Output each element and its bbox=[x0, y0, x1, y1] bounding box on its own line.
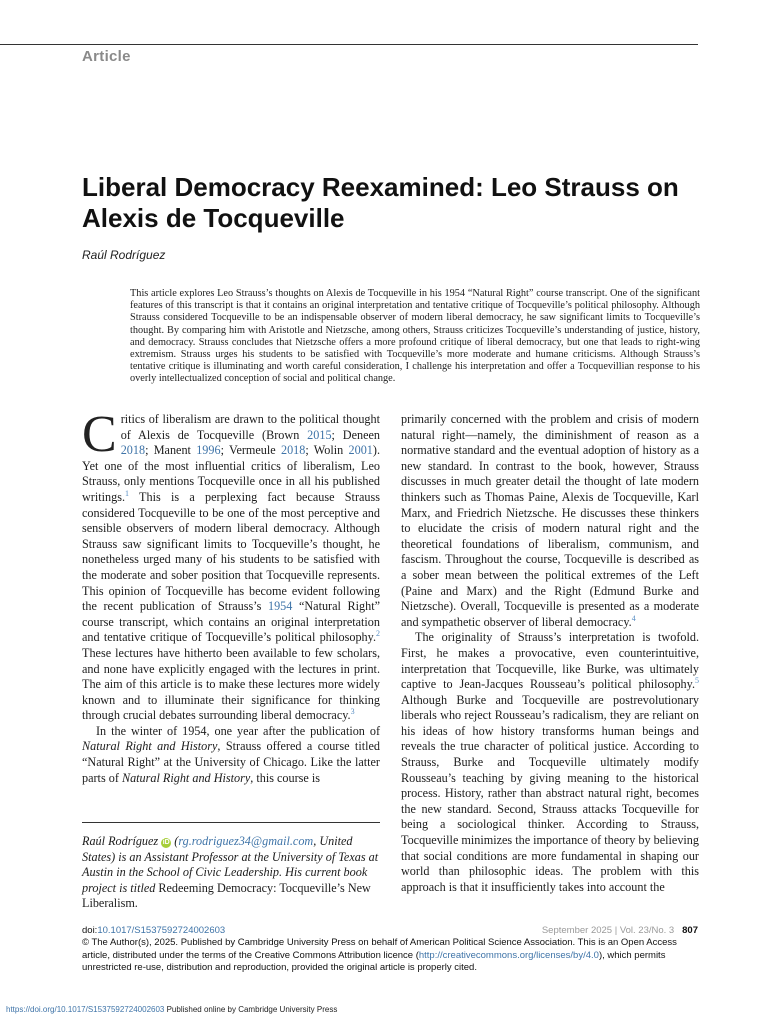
text-run: Although Burke and Tocqueville are postrevolutionary liberals who reject Rousseau’s radicalism, they are reliant on his ideas of how history transforms human beings and reveals the true character of political justice. According to Strauss, Burke and Tocqueville ultimately modify Rousseau’s teaching by giving meaning to the historical process. History, rather than abstract natural right, becomes the new standard. Second, Strauss attacks Tocqueville for being a sociological thinker. According to Strauss, Tocqueville minimizes the importance of theory by believing that social conditions are more fundamental in shaping our world than philosophic ideas. The problem with this approach is that it insufficiently takes into account the bbox=[401, 692, 699, 894]
header-rule bbox=[0, 44, 698, 45]
text-run: “Natural Right” course transcript, which contains an original interpretation and tentative critique of Tocqueville’s political philosophy. bbox=[82, 599, 381, 645]
text-run: ; Vermeule bbox=[220, 443, 281, 458]
citation-link[interactable]: 2018 bbox=[120, 443, 146, 458]
issue-info bbox=[542, 925, 698, 937]
drop-cap: C bbox=[82, 406, 117, 463]
footnote-marker[interactable]: 2 bbox=[376, 629, 380, 639]
published-online-line bbox=[6, 1005, 337, 1014]
published-online-text: Published online by Cambridge University Press bbox=[164, 1005, 338, 1014]
book-title: Redeeming Democracy: Tocqueville’s New Liberalism bbox=[82, 880, 371, 911]
article-title: Liberal Democracy Reexamined: Leo Strauss on Alexis de Tocqueville bbox=[82, 172, 679, 233]
page-footer bbox=[82, 925, 698, 974]
text-run: ( bbox=[171, 834, 179, 848]
text-run: ritics of liberalism are drawn to the political thought of Alexis de Tocqueville (Brown bbox=[120, 412, 380, 442]
doi-url-link[interactable]: https://doi.org/10.1017/S1537592724002603 bbox=[6, 1005, 165, 1014]
citation-link[interactable]: 1954 bbox=[267, 599, 293, 614]
license-notice bbox=[82, 937, 698, 974]
citation-link[interactable]: 2018 bbox=[280, 443, 306, 458]
text-run: , this course is bbox=[250, 770, 320, 785]
paragraph bbox=[82, 724, 380, 786]
citation-link[interactable]: 2015 bbox=[307, 427, 332, 442]
paragraph bbox=[401, 412, 699, 630]
text-run: This is a perplexing fact because Strauss considered Tocqueville to be one of the most perceptive and sensible observers of modern liberal democracy. Although Strauss saw significant limits to Tocqueville’s thought, he nonetheless urged many of his students to be satisfied with the moderate and sober position that Tocqueville represents. This opinion of Tocqueville has become evident following the recent publication of Strauss’s bbox=[82, 489, 380, 614]
author-email-link[interactable]: rg.rodriguez34@gmail.com bbox=[178, 834, 314, 848]
license-link[interactable]: http://creativecommons.org/licenses/by/4.0 bbox=[418, 949, 599, 961]
text-run: , Strauss offered a course titled “Natural Right” at the University of Chicago. Like the latter parts of bbox=[82, 739, 380, 785]
citation-link[interactable]: 2001 bbox=[348, 443, 373, 458]
author-note bbox=[82, 834, 380, 912]
text-run: ; Deneen bbox=[331, 427, 380, 442]
footnote-rule bbox=[82, 822, 380, 823]
text-run: ). Yet one of the most influential critics of liberalism, Leo Strauss, only mentions Tocqueville once in all his published writings. bbox=[82, 443, 380, 504]
article-type-label: Article bbox=[82, 48, 131, 65]
text-run: In the winter of 1954, one year after the publication of bbox=[96, 723, 380, 738]
citation-link[interactable]: 1996 bbox=[196, 443, 221, 458]
body-column-right bbox=[401, 412, 699, 895]
doi-prefix: doi: bbox=[82, 925, 98, 936]
author-note-name: Raúl Rodríguez bbox=[82, 834, 159, 848]
text-run: The originality of Strauss’s interpretation is twofold. First, he makes a provocative, even counterintuitive, interpretation that Tocqueville, like Burke, was ultimately captive to Jean-Jacques Rousseau’s political philosophy. bbox=[401, 630, 699, 692]
text-run: © The Author(s), 2025. Published by Cambridge University Press on behalf of American Political Science Association. This is an Open Access article, distributed under the terms of the Creative Commons Attribution licence ( bbox=[82, 937, 677, 961]
text-run: These lectures have hitherto been available to few scholars, and none have explicitly engaged with the lectures in print. The aim of this article is to make these lectures more widely known and to illuminate their significance for thinking through crucial debates surrounding liberal democracy. bbox=[82, 645, 380, 723]
paragraph bbox=[82, 406, 381, 724]
text-run: ; Wolin bbox=[305, 443, 349, 458]
abstract: This article explores Leo Strauss’s thoughts on Alexis de Tocqueville in his 1954 “Natural Right” course transcript. One of the significant features of this transcript is that it contains an original interpretation and tentative critique of Tocqueville’s political philosophy. Although Strauss considered Tocqueville to be an indispensable observer of modern liberal democracy, he saw significant limits to Tocqueville’s thought. By comparing him with Aristotle and Nietzsche, among others, Strauss criticizes Tocqueville’s understanding of justice, history, and democracy. Strauss concludes that Nietzsche offers a more profound critique of liberal democracy, but one that leads to right-wing extremism. Strauss urges his students to be satisfied with Tocqueville’s more moderate and humane criticisms. Although Strauss’s tentative critique is illuminating and worth careful consideration, I challenge his interpretation and offer a Tocquevillian response to his overly intellectualized conception of social and political change. bbox=[130, 288, 700, 385]
doi-line bbox=[82, 925, 225, 937]
book-title: Natural Right and History bbox=[82, 739, 218, 754]
footnote-marker[interactable]: 5 bbox=[695, 676, 699, 686]
text-run: primarily concerned with the problem and crisis of modern natural right—namely, the diminishment of reason as a normative standard and the eventual adoption of history as a new standard. In contrast to the book, however, Strauss discusses in much greater detail the thought of late modern thinkers such as Thomas Paine, Alexis de Tocqueville, Karl Marx, and Friedrich Nietzsche. He discusses these thinkers to elucidate the crisis of modern natural right and the theoretical foundations of liberalism, communism, and fascism. Throughout the course, Tocqueville is described as a sober mean between the political extremes of the Left (Paine and Marx) and the Right (Edmund Burke and Nietzsche). Overall, Tocqueville is presented as a moderate and sympathetic observer of liberal democracy. bbox=[401, 412, 699, 629]
footnote-marker[interactable]: 3 bbox=[350, 707, 355, 717]
book-title: Natural Right and History bbox=[121, 770, 251, 785]
author-byline: Raúl Rodríguez bbox=[82, 248, 166, 262]
footnote-marker[interactable]: 1 bbox=[125, 488, 129, 498]
body-column-left bbox=[82, 406, 381, 786]
issue-label: September 2025 | Vol. 23/No. 3 bbox=[541, 925, 675, 936]
doi-link[interactable]: 10.1017/S1537592724002603 bbox=[97, 925, 226, 936]
footnote-marker[interactable]: 4 bbox=[631, 613, 636, 623]
paragraph bbox=[401, 630, 699, 895]
text-run: , United States) is an Assistant Professor at the University of Texas at Austin in the School of Civic Leadership. His current book project is titled bbox=[82, 834, 379, 895]
orcid-icon[interactable]: iD bbox=[162, 839, 170, 846]
page-number: 807 bbox=[682, 925, 698, 936]
text-run: ; Manent bbox=[145, 443, 197, 458]
text-run: ), which permits unrestricted re-use, distribution and reproduction, provided the original article is properly cited. bbox=[82, 949, 666, 973]
text-run: . bbox=[134, 896, 138, 911]
